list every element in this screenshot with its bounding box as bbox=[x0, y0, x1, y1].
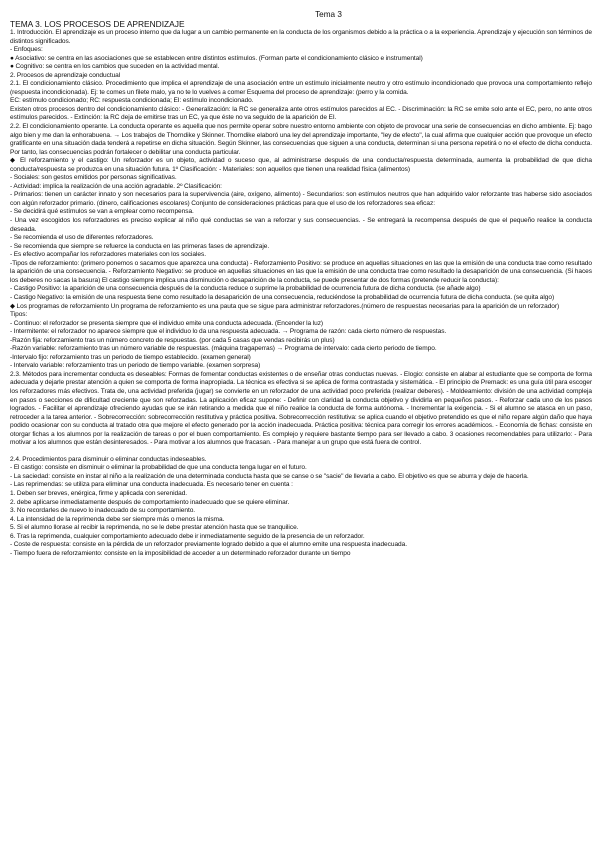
paragraph: - Castigo Positivo: la aparición de una consecuencia después de la conducta reduce o suprime la probabilidad de ocurrencia futura de dicha conducta. (se añade algo) bbox=[10, 285, 481, 293]
paragraph: -Razón variable: reforzamiento tras un número variable de respuestas. (máquina tragaperras) → Programa de intervalo: cada cierto periodo de tiempo. bbox=[10, 345, 437, 353]
paragraph: - Una vez escogidos los reforzadores es preciso explicar al niño qué conductas se van a reforzar y sus consecuencias. - Se entregará la recompensa después de que el pequeño realice la conducta deseada. bbox=[10, 217, 592, 233]
paragraph: - Enfoques: bbox=[10, 46, 43, 54]
list-item: 1. Deben ser breves, enérgica, firme y aplicada con serenidad. bbox=[10, 489, 188, 497]
paragraph: - Se recomienda que siempre se refuerce la conducta en las primeras fases de aprendizaje. bbox=[10, 242, 270, 250]
paragraph: - Castigo Negativo: la emisión de una respuesta tiene como resultado la desaparición de una consecuencia, reduciéndose la probabilidad de ocurrencia futura de dicha conducta. (se quita algo) bbox=[10, 293, 555, 301]
paragraph: ● Asociativo: se centra en las asociaciones que se establecen entre distintos estímulos. (Forman parte el condicionamiento clásico e instrumental) bbox=[10, 54, 423, 62]
section-heading: 2. Procesos de aprendizaje conductual bbox=[10, 71, 121, 79]
paragraph: - Sociales: son gestos emitidos por personas significativas. bbox=[10, 174, 177, 182]
paragraph: - La saciedad: consiste en instar al niño a la realización de una determinada conducta hasta que se canse o se "sacie" de llevarla a cabo. El objetivo es que se aburra y deje de hacerla. bbox=[10, 472, 529, 480]
paragraph: - El castigo: consiste en disminuir o eliminar la probabilidad de que una conducta tenga lugar en el futuro. bbox=[10, 464, 307, 472]
paragraph: - Continuo: el reforzador se presenta siempre que el individuo emite una conducta adecuada. (Encender la luz) bbox=[10, 319, 324, 327]
paragraph: 2.2. El condicionamiento operante. La conducta operante es aquella que nos permite operar sobre nuestro entorno ambiente con objeto de provocar una serie de consecuencias en dicho ambiente. Ej: bago algo bien y me dan la enhorabuena. → Los trabajos de Thorndike y Skinner. Thorndike elaboró una ley del aprendizaje importante, "ley de efecto", la cual afirma que cualquier acción que provoque un efecto gratificante en una situación dada tenderá a repetirse en dicha situación. Según Skinner, las consecuencias que siguen a una conducta, determinan si una persona repetirá o no el efecto de dicha conducta. Por tanto, las consecuencias podrán fortalecer o debilitar una conducta particular. bbox=[10, 123, 592, 156]
paragraph: - Primarios: tienen un carácter innato y son necesarios para la supervivencia (aire, oxígeno, alimento) - Secundarios: son estímulos neutros que han adquirido valor reforzante tras haberse sido asociados con algún reforzador primario. (dinero, calificaciones escolares) Conjunto de consideraciones prácticas para que el uso de los reforzadores sea eficaz: bbox=[10, 191, 592, 207]
paragraph: - Se decidirá qué estímulos se van a emplear como recompensa. bbox=[10, 208, 194, 216]
paragraph: - Intermitente: el reforzador no aparece siempre que el individuo lo da una respuesta adecuada. → Programa de razón: cada cierto número de respuestas. bbox=[10, 328, 447, 336]
list-item: 2. debe aplicarse inmediatamente después de comportamiento inadecuado que se quiere eliminar. bbox=[10, 498, 290, 506]
document-title: TEMA 3. LOS PROCESOS DE APRENDIZAJE bbox=[10, 19, 185, 29]
section-heading: 2.4. Procedimientos para disminuir o eliminar conductas indeseables. bbox=[10, 455, 207, 463]
paragraph: ◆ Los programas de reforzamiento Un programa de reforzamiento es una pauta que se sigue para administrar reforzadores.(número de respuestas necesarias para la aparición de un reforzador) bbox=[10, 302, 560, 310]
paragraph: -Razón fija: reforzamiento tras un número concreto de respuestas. (por cada 5 casas que vendas recibirás un plus) bbox=[10, 336, 335, 344]
list-item: 5. Si el alumno llorase al recibir la reprimenda, no se le debe prestar atención hasta que se tranquilice. bbox=[10, 524, 299, 532]
paragraph: ◆ El reforzamiento y el castigo: Un reforzador es un objeto, actividad o suceso que, al administrarse después de una conducta/respuesta determinada, aumenta la probabilidad de que dicha conducta/respuesta se produzca en una situación futura. 1º Clasificación: - Materiales: son aquellos que tienen una realidad física (alimentos) bbox=[10, 157, 592, 173]
paragraph: - Coste de respuesta: consiste en la pérdida de un reforzador previamente logrado debido a que el alumno emite una respuesta inadecuada. bbox=[10, 541, 407, 549]
paragraph: -Intervalo fijo: reforzamiento tras un periodo de tiempo establecido. (examen general) bbox=[10, 353, 251, 361]
paragraph: - Intervalo variable: reforzamiento tras un periodo de tiempo variable. (examen sorpresa) bbox=[10, 362, 261, 370]
page-header: Tema 3 bbox=[315, 10, 342, 19]
document-body bbox=[10, 29, 592, 558]
paragraph: ● Cognitivo: se centra en los cambios que suceden en la actividad mental. bbox=[10, 63, 220, 71]
paragraph: EC: estímulo condicionado; RC: respuesta condicionada; EI: estímulo incondicionado. bbox=[10, 97, 254, 105]
paragraph: 2.1. El condicionamiento clásico. Procedimiento que implica el aprendizaje de una asociación entre un estímulo inicialmente neutro y otro estímulo incondicionado que provoca una comportamiento reflejo (respuesta incondicionada). Ej: te comes un filete malo, ya no te lo vuelves a comer Esquema del proceso de aprendizaje: (perro y la comida. bbox=[10, 80, 592, 96]
list-item: 3. No recordarles de nuevo lo inadecuado de su comportamiento. bbox=[10, 507, 196, 515]
paragraph: - Actividad: implica la realización de una acción agradable. 2º Clasificación: bbox=[10, 182, 222, 190]
paragraph: - Tiempo fuera de reforzamiento: consiste en la imposibilidad de acceder a un determinado reforzador durante un tiempo bbox=[10, 549, 351, 557]
paragraph: Existen otros procesos dentro del condicionamiento clásico: - Generalización: la RC se generaliza ante otros estímulos parecidos al EC. - Discriminación: la RC se emite solo ante el EC, pero, no ante otros estímulos parecidos. - Extinción: la RC deja de emitirse tras un EC, ya que éste no va seguido de la aparición de EI. bbox=[10, 105, 592, 122]
paragraph: 1. Introducción. El aprendizaje es un proceso interno que da lugar a un cambio permanente en la conducta de los organismos debido a la práctica o a la experiencia. Aprendizaje y ejecución son términos de distintos significados. bbox=[10, 29, 592, 45]
paragraph: - Es efectivo acompañar los reforzadores materiales con los sociales. bbox=[10, 251, 206, 259]
paragraph: - Las reprimendas: se utiliza para eliminar una conducta inadecuada. Es necesario tener en cuenta : bbox=[10, 481, 293, 489]
paragraph: Tipos: bbox=[10, 311, 28, 319]
paragraph: 2.3. Métodos para incrementar conducta es deseables: Formas de fomentar conductas existentes o de enseñar otras conductas nuevas. - Elogio: consiste en alabar al estudiante que se comporta de forma adecuada y dejarle prestar atención a quien se comporta de forma inapropiada. La técnica es efectiva si se aplica de forma contrastada y sistemática. - El principio de Premack: es una guía útil para escoger los reforzadores más efectivos. Trata de, una actividad preferida (jugar) se convierte en un reforzador de una actividad poco preferida (realizar deberes). - Moldeamiento: división de una actividad compleja en pasos o secciones de dificultad creciente que son reforzadas. La aplicación eficaz supone: - Definir con claridad la conducta objetivo y dividirla en pequeños pasos. - Reforzar cada uno de los pasos logrados. - Facilitar el aprendizaje ofreciendo ayudas que se irán retirando a medida que el niño realice la conducta de forma autónoma. - Incrementar la exigencia. - Si el alumno se atasca en un paso, retroceder a la tarea anterior. - Sobrecorrección: sobrecorrección restitutiva y práctica positiva. Sobrecorrección restitutiva: se aplica cuando el objetivo pretendido es que el niño repare algún daño que haya podido ocasionar con su conducta al tratado otra que mejore el efecto generado por la acción inadecuada. Práctica positiva: técnica para corregir los errores académicos. - Economía de fichas: consiste en otorgar fichas a los alumnos por la realización de tareas o por el buen comportamiento. Es complejo y requiere bastante tiempo para ser llevado a cabo. 3 ocasiones recomendables para utilizarlo: - Para motivar a los alumnos que están desinteresados. - Para motivar a los alumnos que fracasan. - Para manejar a un grupo que está fuera de control. bbox=[10, 370, 592, 447]
list-item: 4. La intensidad de la reprimenda debe ser siempre más o menos la misma. bbox=[10, 515, 225, 523]
blank-line bbox=[10, 448, 592, 456]
list-item: 6. Tras la reprimenda, cualquier comportamiento adecuado debe ir inmediatamente seguido de la presencia de un reforzador. bbox=[10, 532, 365, 540]
paragraph: -Tipos de reforzamiento: (primero ponemos o sacamos que aparezca una conducta) - Reforzamiento Positivo: se produce en aquellas situaciones en las que la emisión de una conducta trae como resultado la aparición de una consecuencia. - Reforzamiento Negativo: se produce en aquellas situaciones en las que la emisión de una conducta trae como resultado la desaparición de una consecuencia. (Si haces los deberes no sacas la basura) El castigo siempre implica una disminución o desaparición de la conducta, se puede presentar de dos formas (pretende reducir la conducta): bbox=[10, 259, 592, 284]
paragraph: - Se recomienda el uso de diferentes reforzadores. bbox=[10, 234, 154, 242]
